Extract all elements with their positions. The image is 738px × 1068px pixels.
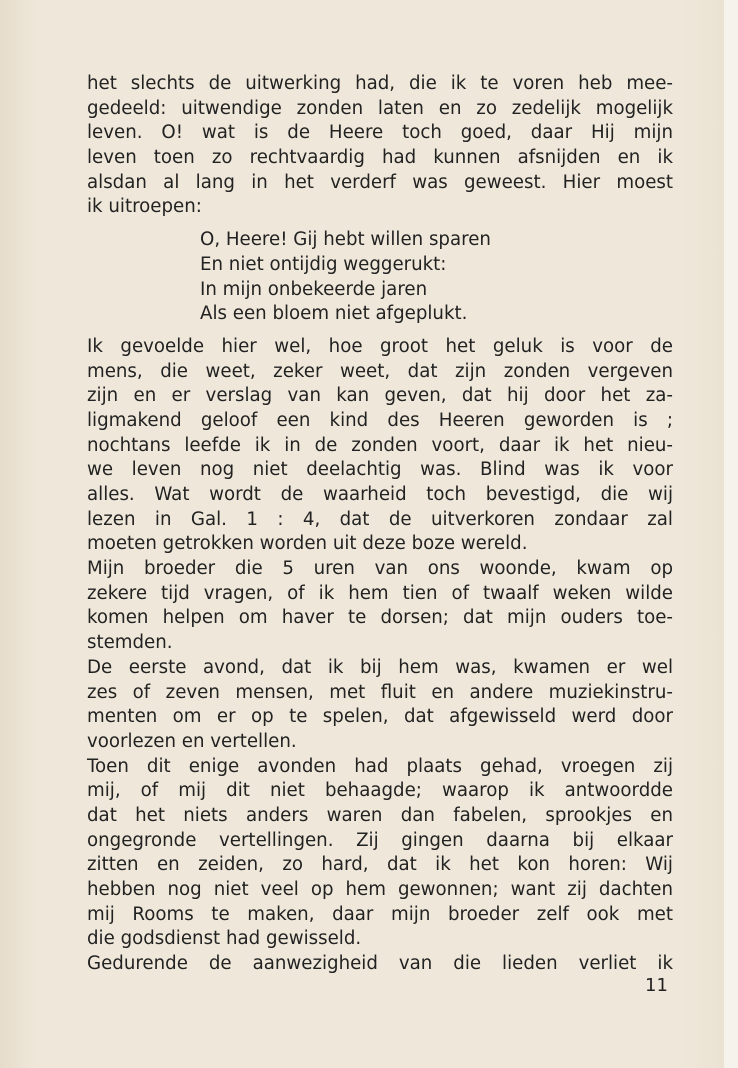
text-line: gedeeld: uitwendige zonden laten en zo zedelijk mogelijk xyxy=(87,97,673,119)
text-line: Ik gevoelde hier wel, hoe groot het geluk is voor de xyxy=(87,335,673,357)
paragraph-5 xyxy=(87,952,673,977)
intro-paragraph xyxy=(87,72,673,220)
page-edge xyxy=(724,0,738,1068)
page-number: 11 xyxy=(645,975,668,996)
text-line: zekere tijd vragen, of ik hem tien of twaalf weken wilde xyxy=(87,582,673,604)
poem-line: Als een bloem niet afgeplukt. xyxy=(200,303,468,325)
text-line: moeten getrokken worden uit deze boze wereld. xyxy=(87,533,528,555)
poem-line: In mijn onbekeerde jaren xyxy=(200,278,428,300)
text-line: dat het niets anders waren dan fabelen, sprookjes en xyxy=(87,804,673,826)
text-line: leven. O! wat is de Heere toch goed, daar Hij mijn xyxy=(87,122,673,144)
poem-stanza xyxy=(87,228,673,327)
paragraph-4 xyxy=(87,755,673,953)
text-line: De eerste avond, dat ik bij hem was, kwamen er wel xyxy=(87,656,673,678)
text-line: ongegronde vertellingen. Zij gingen daarna bij elkaar xyxy=(87,829,673,851)
text-line: zijn en er verslag van kan geven, dat hij door het za- xyxy=(87,385,673,407)
text-line: stemden. xyxy=(87,632,173,654)
text-line: voorlezen en vertellen. xyxy=(87,730,297,752)
poem-line: O, Heere! Gij hebt willen sparen xyxy=(200,229,491,251)
text-line: het slechts de uitwerking had, die ik te voren heb mee- xyxy=(87,73,673,94)
text-line: Mijn broeder die 5 uren van ons woonde, kwam op xyxy=(87,558,673,580)
text-line: nochtans leefde ik in de zonden voort, daar ik het nieu- xyxy=(87,434,673,456)
text-line: Toen dit enige avonden had plaats gehad, vroegen zij xyxy=(87,755,673,777)
text-line: mij Rooms te maken, daar mijn broeder zelf ook met xyxy=(87,903,673,925)
paragraph-3 xyxy=(87,656,673,755)
paragraph-1 xyxy=(87,335,673,557)
text-line: mij, of mij dit niet behaagde; waarop ik antwoordde xyxy=(87,780,673,802)
text-line: alsdan al lang in het verderf was geweest. Hier moest xyxy=(87,171,673,193)
text-line: zes of zeven mensen, met fluit en andere muziekinstru- xyxy=(87,681,673,703)
text-line: leven toen zo rechtvaardig had kunnen afsnijden en ik xyxy=(87,147,673,169)
paragraph-2 xyxy=(87,557,673,656)
text-line: we leven nog niet deelachtig was. Blind was ik voor xyxy=(87,459,673,481)
text-line: komen helpen om haver te dorsen; dat mijn ouders toe- xyxy=(87,607,673,629)
body-text xyxy=(87,72,673,977)
text-line: alles. Wat wordt de waarheid toch bevestigd, die wij xyxy=(87,484,673,505)
poem-line: En niet ontijdig weggerukt: xyxy=(200,253,447,275)
text-line: ligmakend geloof een kind des Heeren geworden is ; xyxy=(87,409,673,431)
text-line: Gedurende de aanwezigheid van die lieden verliet ik xyxy=(87,953,673,975)
text-line: mens, die weet, zeker weet, dat zijn zonden vergeven xyxy=(87,360,673,382)
text-line: ik uitroepen: xyxy=(87,196,202,218)
text-line: lezen in Gal. 1 : 4, dat de uitverkoren zondaar zal xyxy=(87,508,673,530)
text-line: hebben nog niet veel op hem gewonnen; want zij dachten xyxy=(87,879,673,900)
text-line: die godsdienst had gewisseld. xyxy=(87,928,362,950)
text-line: menten om er op te spelen, dat afgewisseld werd door xyxy=(87,706,673,728)
text-line: zitten en zeiden, zo hard, dat ik het kon horen: Wij xyxy=(87,854,673,876)
